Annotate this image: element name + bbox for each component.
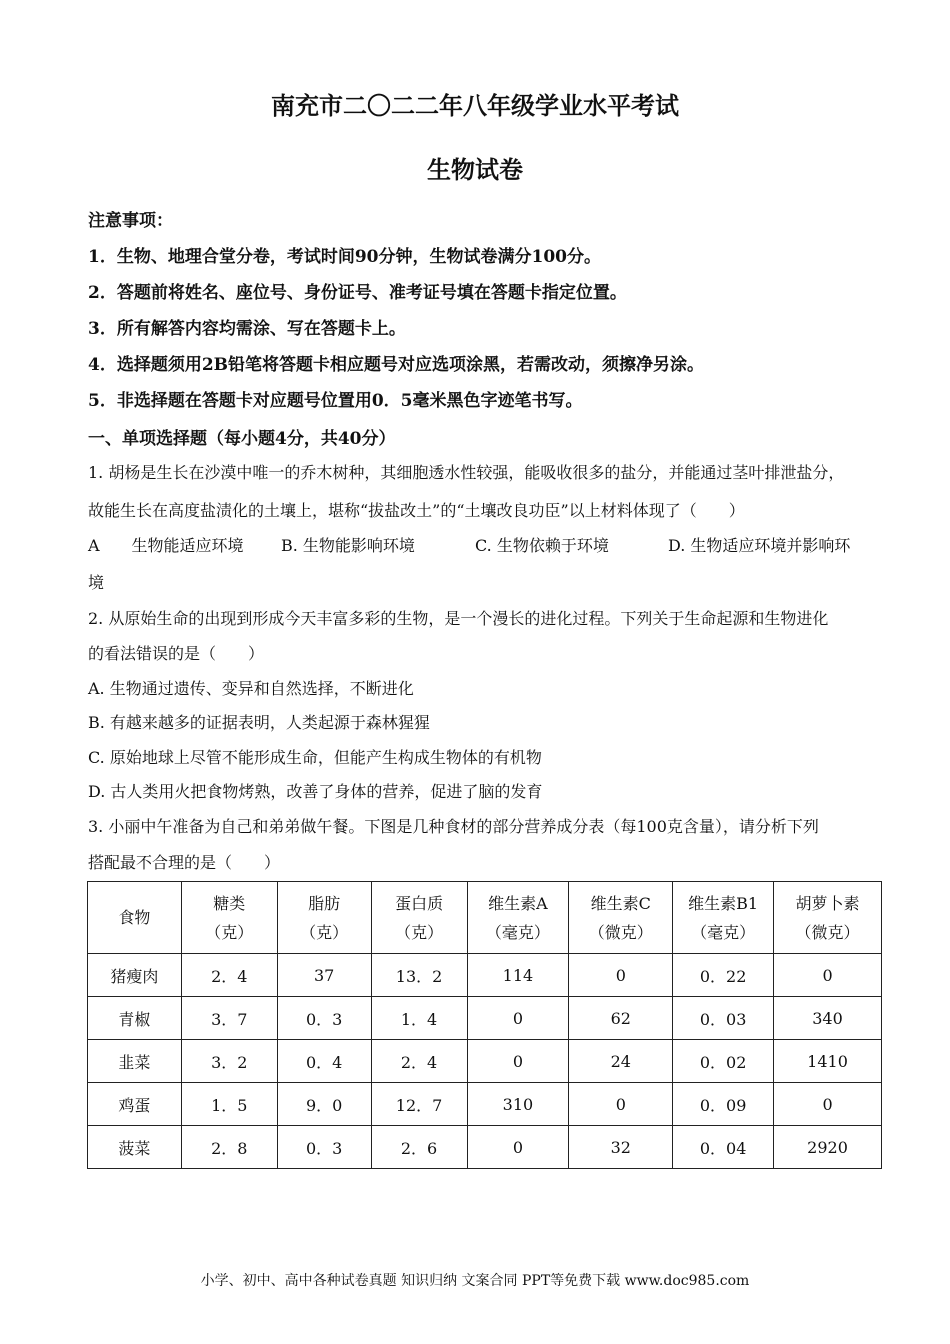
option-b: B. 有越来越多的证据表明，人类起源于森林猩猩 [88, 713, 430, 732]
notes-heading: 注意事项： [88, 211, 173, 231]
exam-title: 南充市二〇二二年八年级学业水平考试 [271, 91, 679, 120]
exam-subtitle: 生物试卷 [427, 155, 523, 184]
note-item: 4．选择题须用2B铅笔将答题卡相应题号对应选项涂黑，若需改动，须擦净另涂。 [88, 355, 705, 375]
table-cell: 0．04 [673, 1126, 774, 1169]
note-item: 1．生物、地理合堂分卷，考试时间90分钟，生物试卷满分100分。 [88, 247, 601, 267]
header-cell: 食物 [88, 882, 182, 954]
table-cell: 0 [569, 954, 673, 997]
option-d: D. 生物适应环境并影响环 [668, 536, 851, 555]
header-cell: 胡萝卜素 （微克） [774, 882, 882, 954]
note-item: 5．非选择题在答题卡对应题号位置用0．5毫米黑色字迹笔书写。 [88, 391, 583, 411]
table-cell: 0．09 [673, 1083, 774, 1126]
table-cell: 62 [569, 997, 673, 1040]
page-footer: 小学、初中、高中各种试卷真题 知识归纳 文案合同 PPT等免费下载 www.doc985.com [200, 1273, 750, 1289]
table-cell: 0．4 [277, 1040, 371, 1083]
note-item: 3．所有解答内容均需涂、写在答题卡上。 [88, 319, 406, 339]
table-cell: 韭菜 [88, 1040, 182, 1083]
header-cell: 维生素A （毫克） [467, 882, 569, 954]
table-cell: 0 [467, 997, 569, 1040]
option-d: D. 古人类用火把食物烤熟，改善了身体的营养，促进了脑的发育 [88, 782, 543, 801]
table-header-row [88, 882, 882, 954]
table-cell: 0 [569, 1083, 673, 1126]
option-b: B. 生物能影响环境 [281, 536, 415, 555]
table-cell: 0 [467, 1040, 569, 1083]
table-row [88, 954, 882, 997]
table-cell: 2．4 [371, 1040, 467, 1083]
table-cell: 3．7 [181, 997, 277, 1040]
table-row [88, 997, 882, 1040]
table-cell: 9．0 [277, 1083, 371, 1126]
table-cell: 2．4 [181, 954, 277, 997]
table-cell: 13．2 [371, 954, 467, 997]
table-cell: 0．03 [673, 997, 774, 1040]
table-cell: 0．22 [673, 954, 774, 997]
table-cell: 114 [467, 954, 569, 997]
table-cell: 2．8 [181, 1126, 277, 1169]
table-row [88, 1126, 882, 1169]
nutrition-table [87, 881, 882, 1169]
table-cell: 32 [569, 1126, 673, 1169]
table-cell: 0．3 [277, 997, 371, 1040]
table-cell: 1．5 [181, 1083, 277, 1126]
table-cell: 0．02 [673, 1040, 774, 1083]
section-heading: 一、单项选择题（每小题4分，共40分） [88, 429, 396, 449]
option-d-wrap: 境 [88, 573, 105, 592]
table-cell: 猪瘦肉 [88, 954, 182, 997]
question-1-options [88, 533, 878, 557]
table-row [88, 1040, 882, 1083]
table-cell: 青椒 [88, 997, 182, 1040]
table-cell: 鸡蛋 [88, 1083, 182, 1126]
header-cell: 维生素C （微克） [569, 882, 673, 954]
question-1-stem: 1. 胡杨是生长在沙漠中唯一的乔木树种，其细胞透水性较强，能吸收很多的盐分，并能通过茎叶排泄盐分， [88, 463, 845, 482]
option-c: C. 原始地球上尽管不能形成生命，但能产生构成生物体的有机物 [88, 748, 542, 767]
table-cell: 340 [774, 997, 882, 1040]
header-cell: 糖类 （克） [181, 882, 277, 954]
table-cell: 0．3 [277, 1126, 371, 1169]
table-cell: 37 [277, 954, 371, 997]
table-cell: 310 [467, 1083, 569, 1126]
table-cell: 1410 [774, 1040, 882, 1083]
table-cell: 0 [774, 954, 882, 997]
table-cell: 0 [467, 1126, 569, 1169]
table-cell: 2920 [774, 1126, 882, 1169]
question-1-stem-cont: 故能生长在高度盐渍化的土壤上，堪称“拔盐改土”的“土壤改良功臣”以上材料体现了（ ） [88, 501, 745, 520]
question-2-stem: 2. 从原始生命的出现到形成今天丰富多彩的生物，是一个漫长的进化过程。下列关于生命起源和生物进化 [88, 609, 829, 628]
table-row [88, 1083, 882, 1126]
question-3-stem-cont: 搭配最不合理的是（ ） [88, 853, 281, 872]
table-cell: 12．7 [371, 1083, 467, 1126]
option-a: A 生物能适应环境 [88, 536, 244, 555]
table-cell: 3．2 [181, 1040, 277, 1083]
option-a: A. 生物通过遗传、变异和自然选择，不断进化 [88, 679, 414, 698]
header-cell: 脂肪 （克） [277, 882, 371, 954]
header-cell: 蛋白质 （克） [371, 882, 467, 954]
table-cell: 2．6 [371, 1126, 467, 1169]
table-cell: 0 [774, 1083, 882, 1126]
table-cell: 菠菜 [88, 1126, 182, 1169]
header-cell: 维生素B1 （毫克） [673, 882, 774, 954]
table-cell: 1．4 [371, 997, 467, 1040]
table-cell: 24 [569, 1040, 673, 1083]
question-2-stem-cont: 的看法错误的是（ ） [88, 644, 265, 663]
option-c: C. 生物依赖于环境 [475, 536, 609, 555]
question-3-stem: 3. 小丽中午准备为自己和弟弟做午餐。下图是几种食材的部分营养成分表（每100克含量），请分析下列 [88, 817, 819, 836]
note-item: 2．答题前将姓名、座位号、身份证号、准考证号填在答题卡指定位置。 [88, 283, 627, 303]
